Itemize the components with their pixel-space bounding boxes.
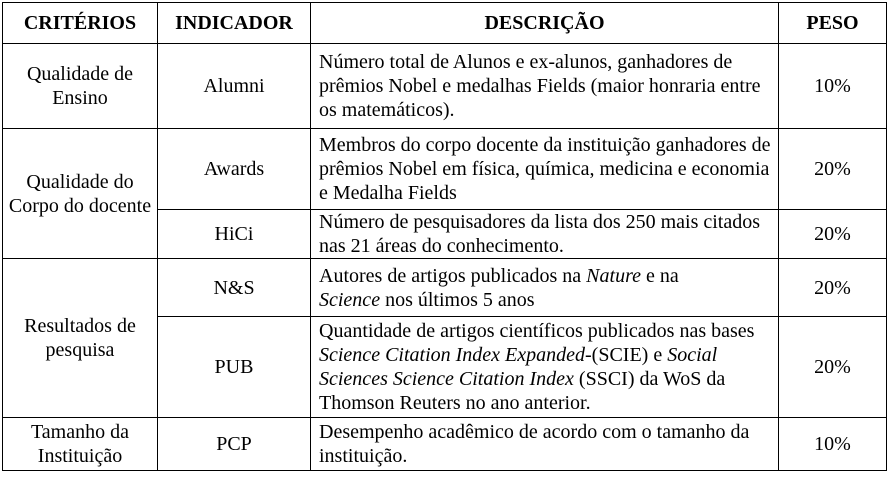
peso-cell: 10% bbox=[779, 418, 887, 471]
desc-text: e na bbox=[641, 264, 679, 287]
indicador-cell: PUB bbox=[158, 317, 311, 418]
header-descricao: DESCRIÇÃO bbox=[311, 3, 779, 44]
criterio-cell: Tamanho da Instituição bbox=[3, 418, 158, 471]
descricao-cell: Membros do corpo docente da instituição ganhadores de prêmios Nobel em física, química, medicina e economia e Medalha Fields bbox=[311, 129, 779, 210]
criteria-table-wrapper bbox=[2, 2, 886, 471]
indicador-cell: HiCi bbox=[158, 210, 311, 259]
desc-italic-text: Social Sciences Science Citation Index bbox=[319, 344, 718, 390]
descricao-cell: Número total de Alunos e ex-alunos, ganhadores de prêmios Nobel e medalhas Fields (maior honraria entre os matemáticos). bbox=[311, 44, 779, 129]
peso-cell: 10% bbox=[779, 44, 887, 129]
criterio-cell: Qualidade de Ensino bbox=[3, 44, 158, 129]
criterio-cell: Qualidade do Corpo do docente bbox=[3, 129, 158, 259]
header-indicador: INDICADOR bbox=[158, 3, 311, 44]
desc-text: (SSCI) da WoS da Thomson Reuters no ano anterior. bbox=[319, 368, 726, 414]
table-row bbox=[3, 129, 887, 210]
indicador-cell: N&S bbox=[158, 259, 311, 317]
descricao-cell: Desempenho acadêmico de acordo com o tamanho da instituição. bbox=[311, 418, 779, 471]
criterio-cell: Resultados de pesquisa bbox=[3, 259, 158, 418]
table-row bbox=[3, 259, 887, 317]
desc-italic-text: Science bbox=[319, 288, 381, 311]
desc-text: -(SCIE) e bbox=[585, 344, 668, 366]
table-row bbox=[3, 44, 887, 129]
descricao-cell bbox=[311, 317, 779, 418]
table-row bbox=[3, 418, 887, 471]
desc-italic-text: Science Citation Index Expanded bbox=[319, 344, 586, 366]
header-peso: PESO bbox=[779, 3, 887, 44]
peso-cell: 20% bbox=[779, 259, 887, 317]
criteria-table bbox=[2, 2, 887, 471]
peso-cell: 20% bbox=[779, 210, 887, 259]
desc-italic-text: Nature bbox=[586, 264, 641, 287]
descricao-cell bbox=[311, 259, 779, 317]
desc-text: nos últimos 5 anos bbox=[380, 288, 535, 311]
desc-text: Quantidade de artigos científicos publicados nas bases bbox=[319, 320, 755, 342]
peso-cell: 20% bbox=[779, 129, 887, 210]
indicador-cell: Awards bbox=[158, 129, 311, 210]
indicador-cell: PCP bbox=[158, 418, 311, 471]
descricao-cell: Número de pesquisadores da lista dos 250 mais citados nas 21 áreas do conhecimento. bbox=[311, 210, 779, 259]
header-criterios: CRITÉRIOS bbox=[3, 3, 158, 44]
indicador-cell: Alumni bbox=[158, 44, 311, 129]
peso-cell: 20% bbox=[779, 317, 887, 418]
desc-text: Autores de artigos publicados na bbox=[319, 264, 587, 287]
header-row bbox=[3, 3, 887, 44]
